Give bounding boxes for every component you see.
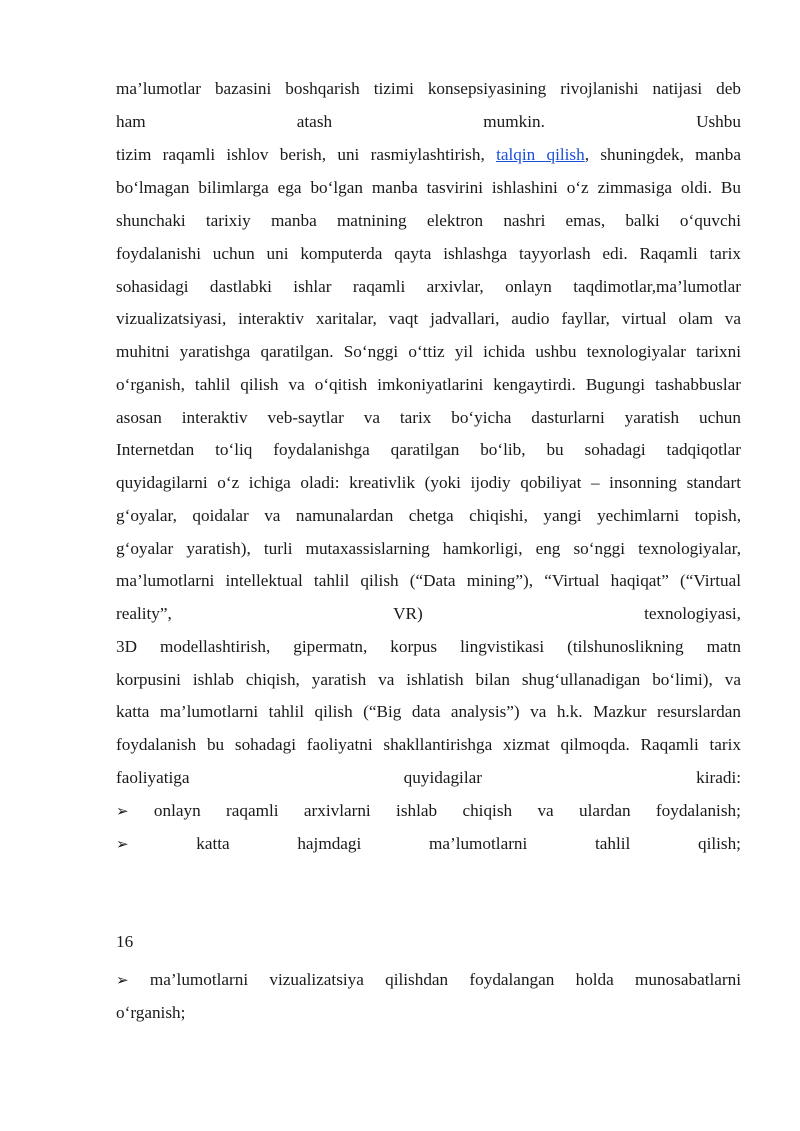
list-item xyxy=(116,800,741,822)
talqin-qilish-link[interactable]: talqin qilish xyxy=(496,145,585,164)
arrow-bullet-icon: ➢ xyxy=(116,835,129,853)
word: hajmdagi xyxy=(297,834,362,853)
word: qilish; xyxy=(697,834,741,853)
word: foydalanish; xyxy=(655,801,741,820)
word-reality: reality”, xyxy=(116,604,172,623)
list-item xyxy=(116,833,741,855)
word: raqamli xyxy=(226,801,279,820)
line-3-tail: , shuningdek, manba xyxy=(584,145,741,164)
word-mumkin: mumkin. xyxy=(483,112,545,131)
word: tahlil xyxy=(594,834,631,853)
paragraph-line-22 xyxy=(116,767,741,789)
paragraph-line-14: g‘oyalar, qoidalar va namunalardan chetga chiqishi, yangi yechimlarni topish, xyxy=(116,506,741,525)
paragraph-line-13: quyidagilarni o‘z ichiga oladi: kreativlik (yoki ijodiy qobiliyat – insonning standart xyxy=(116,473,741,492)
paragraph-line-11: asosan interaktiv veb-saytlar va tarix bo‘yicha dasturlarni yaratish uchun xyxy=(116,408,741,427)
bottom-list-item-text: ma’lumotlarni vizualizatsiya qilishdan foydalangan holda munosabatlarni xyxy=(149,970,741,989)
paragraph-line-15: g‘oyalar yaratish), turli mutaxassislarning hamkorligi, eng so‘nggi texnologiyalar, xyxy=(116,539,741,558)
word-quyidagilar: quyidagilar xyxy=(403,768,482,787)
word-ushbu: Ushbu xyxy=(696,112,741,131)
word-kiradi: kiradi: xyxy=(696,768,741,787)
paragraph-line-18: 3D modellashtirish, gipermatn, korpus lingvistikasi (tilshunoslikning matn xyxy=(116,637,741,656)
arrow-bullet-icon: ➢ xyxy=(116,802,129,820)
paragraph-line-6: foydalanishi uchun uni komputerda qayta ishlashga tayyorlash edi. Raqamli tarix xyxy=(116,244,741,263)
word: ma’lumotlarni xyxy=(428,834,528,853)
paragraph-line-19: korpusini ishlab chiqish, yaratish va ishlatish bilan shug‘ullanadigan bo‘limi), va xyxy=(116,670,741,689)
paragraph-line-8: vizualizatsiyasi, interaktiv xaritalar, vaqt jadvallari, audio fayllar, virtual olam va xyxy=(116,309,741,328)
paragraph-line-1: ma’lumotlar bazasini boshqarish tizimi konsepsiyasining rivojlanishi natijasi deb xyxy=(116,79,741,98)
bottom-list-item xyxy=(116,969,741,991)
paragraph-line-12: Internetdan to‘liq foydalanishga qaratilgan bo‘lib, bu sohadagi tadqiqotlar xyxy=(116,440,741,459)
paragraph-line-5: shunchaki tarixiy manba matnining elektron nashri emas, balki o‘quvchi xyxy=(116,211,741,230)
paragraph-line-16: ma’lumotlarni intellektual tahlil qilish (“Data mining”), “Virtual haqiqat” (“Virtual xyxy=(116,571,741,590)
word: ulardan xyxy=(579,801,631,820)
arrow-bullet-icon: ➢ xyxy=(116,971,129,989)
paragraph-line-20: katta ma’lumotlarni tahlil qilish (“Big data analysis”) va h.k. Mazkur resurslardan xyxy=(116,702,741,721)
word: katta xyxy=(196,834,230,853)
paragraph-line-2 xyxy=(116,111,741,133)
paragraph-line-3 xyxy=(116,144,741,166)
word: onlayn xyxy=(153,801,201,820)
word-ham: ham xyxy=(116,112,146,131)
paragraph-line-21: foydalanish bu sohadagi faoliyatni shakllantirishga xizmat qilmoqda. Raqamli tarix xyxy=(116,735,741,754)
bottom-list-item-continuation: o‘rganish; xyxy=(116,1003,186,1022)
word-atash: atash xyxy=(296,112,333,131)
page-number: 16 xyxy=(116,932,134,951)
paragraph-line-4: bo‘lmagan bilimlarga ega bo‘lgan manba tasvirini ishlashini o‘z zimmasiga oldi. Bu xyxy=(116,178,741,197)
word-vr: VR) xyxy=(393,604,423,623)
word: arxivlarni xyxy=(303,801,371,820)
paragraph-line-10: o‘rganish, tahlil qilish va o‘qitish imkoniyatlarini kengaytirdi. Bugungi tashabbuslar xyxy=(116,375,741,394)
word-faoliyatiga: faoliyatiga xyxy=(116,768,190,787)
paragraph-line-9: muhitni yaratishga qaratilgan. So‘nggi o‘ttiz yil ichida ushbu texnologiyalar tarixni xyxy=(116,342,741,361)
paragraph-line-17 xyxy=(116,603,741,625)
paragraph-line-7: sohasidagi dastlabki ishlar raqamli arxivlar, onlayn taqdimotlar,ma’lumotlar xyxy=(116,277,741,296)
word: ishlab xyxy=(396,801,438,820)
word: chiqish xyxy=(462,801,513,820)
line-3-text: tizim raqamli ishlov berish, uni rasmiylashtirish, xyxy=(116,145,497,164)
word-texnologiyasi: texnologiyasi, xyxy=(644,604,741,623)
word: va xyxy=(537,801,554,820)
